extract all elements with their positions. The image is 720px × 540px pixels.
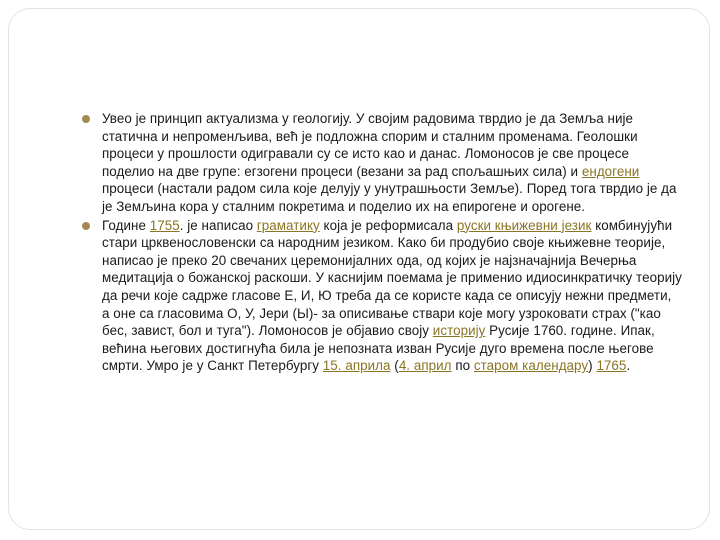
link-15-aprila[interactable]: 15. априла — [322, 358, 391, 374]
link-endogeni[interactable]: ендогени — [581, 163, 640, 179]
bullet-text: Године — [102, 217, 150, 233]
bullet-item-grammar — [80, 217, 682, 375]
bullet-text: која је реформисала — [319, 217, 457, 233]
link-istoriju[interactable]: историју — [432, 323, 486, 339]
bullet-dot-icon — [82, 222, 90, 230]
link-year-1765[interactable]: 1765 — [596, 358, 627, 374]
bullet-text: ) — [588, 358, 597, 374]
bullet-item-geology — [80, 110, 682, 216]
bullet-text: Увео је принцип актуализма у геологију. У својим радовима тврдио је да Земља није статична и непроменљива, већ је подложна спорим и сталним променама. Геолошки процеси у прошлости одигравали су се исто као и данас. Ломоносов је све процесе поделио на две групе: егзогени процеси (везани за рад спољашњих сила) и — [102, 111, 638, 179]
bullet-text: . је написао — [179, 217, 257, 233]
link-starom-kalendaru[interactable]: старом календару — [473, 358, 589, 374]
link-gramatiku[interactable]: граматику — [256, 217, 320, 233]
bullet-text: ( — [390, 358, 399, 374]
link-ruski-knjizevni-jezik[interactable]: руски књижевни језик — [456, 217, 592, 233]
bullet-text: Русије 1760. године. Ипак, већина његових достигнућа била је непозната изван Русије дуго времена после његове смрти. Умро је у Санкт Петербургу — [102, 323, 655, 374]
bullet-text: комбинујући стари црквенословенски са народним језиком. Како би продубио своје књижевне теорије, написао је преко 20 свечаних церемонијалних ода, од којих је најзначајнија Вечерња медитација о божанској раскоши. У каснијим поемама је применио идиосинкратичку теорију да речи које садрже гласове Е, И, Ю треба да се користе када се описују нежни предмети, а оне са гласовима О, У, Јери (Ы)- за описивање ствари које могу узроковати страх ("као бес, завист, бол и туга"). Ломоносов је објавио своју — [102, 217, 682, 339]
bullet-text: процеси (настали радом сила које делују у унутрашњости Земље). Поред тога тврдио је да је Земљина кора у сталним покретима и поделио их на епирогене и орогене. — [102, 181, 677, 214]
link-4-april[interactable]: 4. април — [398, 358, 452, 374]
bullet-text: по — [451, 358, 474, 374]
bullet-list — [80, 110, 682, 376]
bullet-text: . — [626, 358, 631, 374]
link-year-1755[interactable]: 1755 — [149, 217, 180, 233]
bullet-dot-icon — [82, 115, 90, 123]
